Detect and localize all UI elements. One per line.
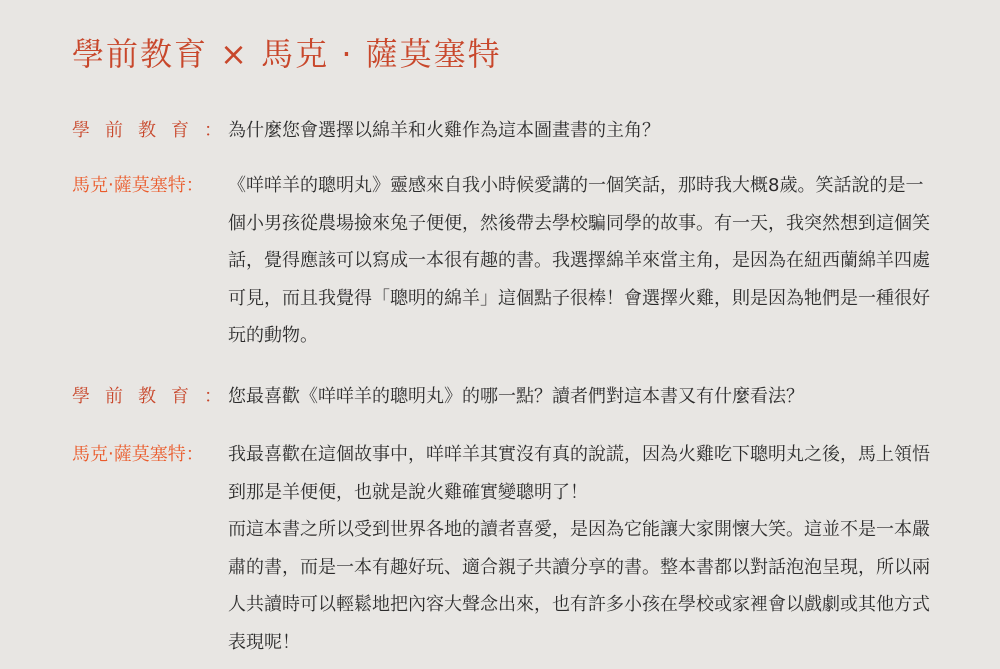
paragraph: 《咩咩羊的聰明丸》靈感來自我小時候愛講的一個笑話，那時我大概8歲。笑話說的是一個小男孩從農場撿來兔子便便，然後帶去學校騙同學的故事。有一天，我突然想到這個笑話，覺得應該可以寫成一本很有趣的書。我選擇綿羊來當主角，是因為在紐西蘭綿羊四處可見，而且我覺得「聰明的綿羊」這個點子很棒！會選擇火雞，則是因為牠們是一種很好玩的動物。 [228, 175, 930, 346]
question-1 [72, 116, 932, 150]
paragraph: 為什麼您會選擇以綿羊和火雞作為這本圖畫書的主角？ [228, 120, 660, 141]
interviewer-label: 學前教育： [72, 386, 222, 407]
page-title: 學前教育 × 馬克 · 薩莫塞特 [72, 35, 502, 73]
paragraph: 我最喜歡在這個故事中，咩咩羊其實沒有真的說謊，因為火雞吃下聰明丸之後，馬上領悟到那是羊便便，也就是說火雞確實變聰明了！ [228, 444, 930, 503]
paragraph: 您最喜歡《咩咩羊的聰明丸》的哪一點？讀者們對這本書又有什麼看法？ [228, 386, 804, 407]
answer-1-text [228, 167, 932, 355]
question-2-text [228, 378, 932, 416]
answer-2 [72, 440, 932, 661]
author-label: 馬克‧薩莫塞特： [72, 175, 204, 196]
question-2 [72, 382, 932, 416]
question-1-text [228, 112, 932, 150]
paragraph: 而這本書之所以受到世界各地的讀者喜愛，是因為它能讓大家開懷大笑。這並不是一本嚴肅的書，而是一本有趣好玩、適合親子共讀分享的書。整本書都以對話泡泡呈現，所以兩人共讀時可以輕鬆地把內容大聲念出來，也有許多小孩在學校或家裡會以戲劇或其他方式表現呢！ [228, 519, 930, 653]
author-label: 馬克‧薩莫塞特： [72, 444, 204, 465]
interviewer-label: 學前教育： [72, 120, 222, 141]
answer-1 [72, 171, 932, 355]
answer-2-text [228, 436, 932, 661]
